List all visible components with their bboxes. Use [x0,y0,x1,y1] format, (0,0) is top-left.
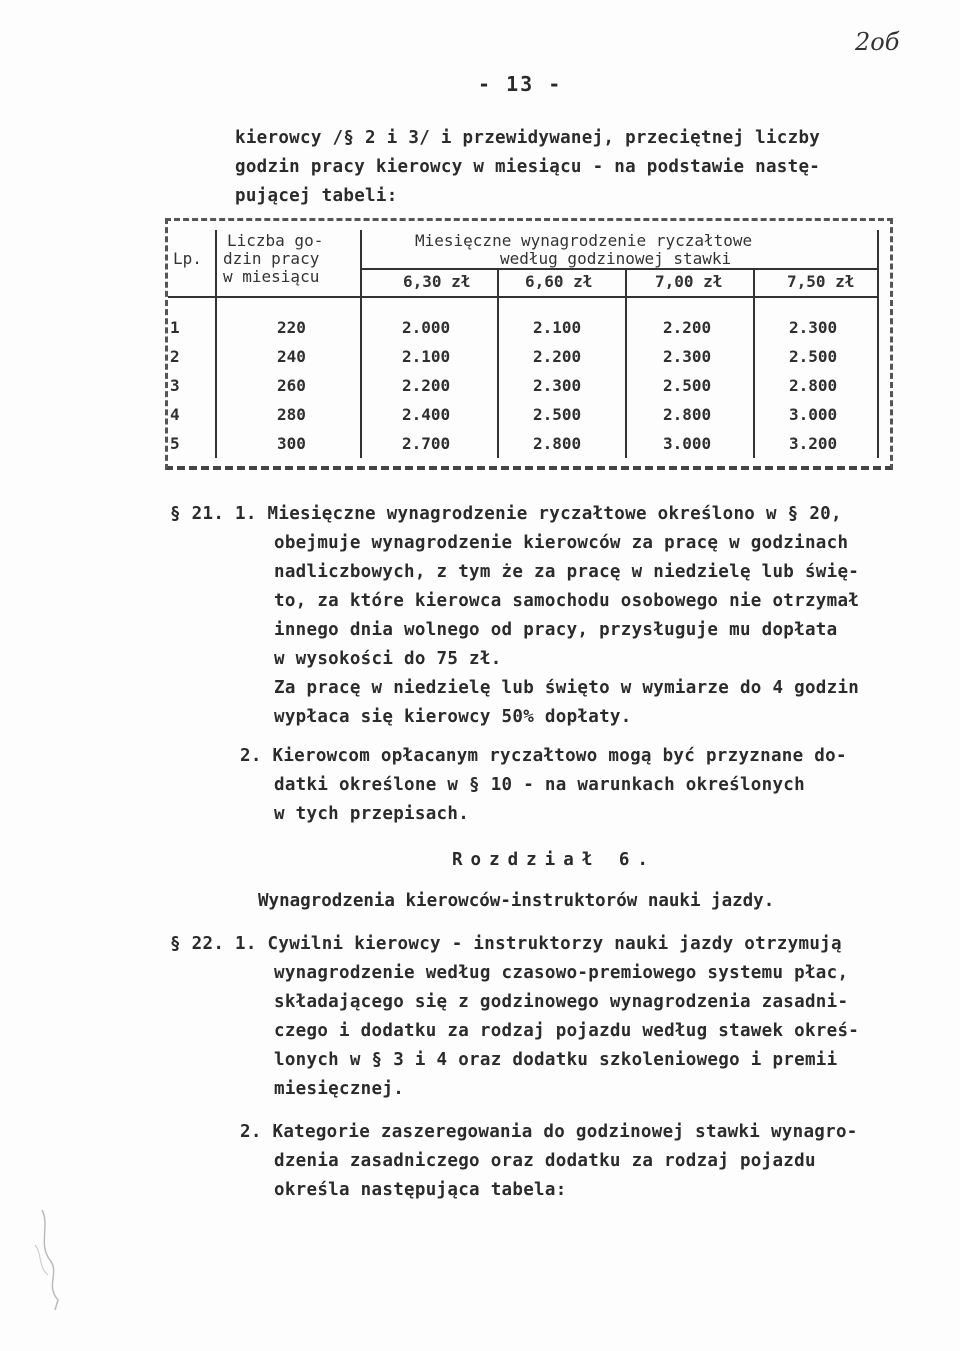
text-line: kierowcy /§ 2 i 3/ i przewidywanej, przeciętnej liczby [235,128,821,148]
wage-table [165,218,893,470]
row-hours: 260 [277,376,306,395]
text-line: czego i dodatku za rodzaj pojazdu według stawek okreś- [274,1021,860,1041]
row-value: 2.500 [533,405,582,424]
row-value: 2.500 [663,376,712,395]
intro-paragraph [235,124,820,211]
row-value: 2.300 [789,318,838,337]
text-line: godzin pracy kierowcy w miesiącu - na podstawie nastę- [235,157,821,177]
header-group-subtitle: według godzinowej stawki [500,249,732,268]
header-rate: 7,00 zł [655,272,723,291]
header-group-title: Miesięczne wynagrodzenie ryczałtowe [415,231,753,250]
chapter-subtitle: Wynagrodzenia kierowców-instruktorów nauki jazdy. [258,891,775,911]
row-value: 2.800 [663,405,712,424]
handwritten-page-number: 2oб [855,28,900,56]
pencil-signature-mark [20,1205,80,1315]
text-line: nadliczbowych, z tym że za pracę w niedzielę lub świę- [274,562,860,582]
header-hours-line: dzin pracy [223,249,320,268]
text-line: 2. Kategorie zaszeregowania do godzinowej stawki wynagro- [240,1122,858,1142]
row-value: 2.000 [402,318,451,337]
text-line: miesięcznej. [274,1079,405,1099]
paragraph-21 [170,500,859,732]
text-line: § 21. 1. Miesięczne wynagrodzenie ryczałtowe określono w § 20, [170,504,842,524]
text-line: w wysokości do 75 zł. [274,649,502,669]
header-hours-line: Liczba go- [227,231,324,250]
row-lp: 2 [170,347,180,366]
row-hours: 300 [277,434,306,453]
paragraph-22 [170,930,859,1104]
table-divider [877,230,879,458]
page-number: - 13 - [478,72,563,96]
text-line: wypłaca się kierowcy 50% dopłaty. [274,707,632,727]
row-hours: 220 [277,318,306,337]
text-line: pującej tabeli: [235,186,398,206]
table-divider [360,230,362,458]
header-rate: 6,30 zł [403,272,471,291]
text-line: to, za które kierowca samochodu osobowego nie otrzymał [274,591,860,611]
table-divider [215,230,217,458]
row-value: 2.200 [663,318,712,337]
row-lp: 1 [170,318,180,337]
text-line: wynagrodzenie według czasowo-premiowego systemu płac, [274,963,849,983]
row-lp: 5 [170,434,180,453]
row-value: 2.100 [402,347,451,366]
text-line: innego dnia wolnego od pracy, przysługuje mu dopłata [274,620,838,640]
text-line: 2. Kierowcom opłacanym ryczałtowo mogą być przyznane do- [240,746,847,766]
header-rate: 6,60 zł [525,272,593,291]
row-value: 3.200 [789,434,838,453]
text-line: składającego się z godzinowego wynagrodzenia zasadni- [274,992,849,1012]
paragraph-21-point-2 [240,742,847,829]
row-value: 2.800 [789,376,838,395]
row-value: 3.000 [663,434,712,453]
row-value: 2.800 [533,434,582,453]
row-value: 2.700 [402,434,451,453]
row-value: 2.200 [402,376,451,395]
row-hours: 280 [277,405,306,424]
text-line: w tych przepisach. [274,804,470,824]
text-line: obejmuje wynagrodzenie kierowców za pracę w godzinach [274,533,849,553]
header-rate: 7,50 zł [787,272,855,291]
text-line: Za pracę w niedzielę lub święto w wymiarze do 4 godzin [274,678,860,698]
table-divider [168,296,877,298]
header-hours-line: w miesiącu [223,267,320,286]
header-lp: Lp. [173,249,202,268]
table-divider [360,268,877,270]
chapter-title: Rozdział 6. [452,850,656,870]
row-value: 3.000 [789,405,838,424]
text-line: dzenia zasadniczego oraz dodatku za rodzaj pojazdu [274,1151,816,1171]
row-lp: 4 [170,405,180,424]
row-hours: 240 [277,347,306,366]
text-line: lonych w § 3 i 4 oraz dodatku szkoleniowego i premii [274,1050,838,1070]
row-value: 2.200 [533,347,582,366]
paragraph-22-point-2 [240,1118,858,1205]
text-line: określa następująca tabela: [274,1180,567,1200]
text-line: datki określone w § 10 - na warunkach określonych [274,775,805,795]
row-value: 2.500 [789,347,838,366]
row-value: 2.300 [663,347,712,366]
row-value: 2.400 [402,405,451,424]
row-value: 2.300 [533,376,582,395]
text-line: § 22. 1. Cywilni kierowcy - instruktorzy nauki jazdy otrzymują [170,934,842,954]
row-value: 2.100 [533,318,582,337]
row-lp: 3 [170,376,180,395]
